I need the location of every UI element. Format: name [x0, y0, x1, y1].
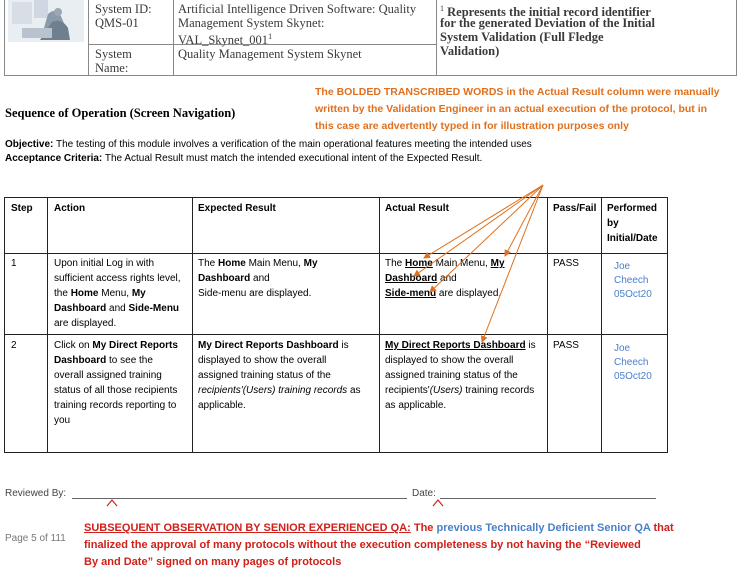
row1-performed-l2: Cheech: [614, 275, 649, 286]
doc-id-text: VAL_Skynet_001: [178, 33, 269, 48]
t: My: [303, 258, 318, 269]
footnote-sup: 1: [440, 4, 444, 13]
row2-actual-l5: as applicable.: [385, 400, 447, 411]
row2-actual-l3: assigned training status of the: [385, 370, 518, 381]
qa-observation: [84, 520, 674, 571]
footnote-line1-text: Represents the initial record identifier: [447, 5, 651, 20]
system-name-label-2: Name:: [95, 61, 129, 75]
row2-expected-l3: assigned training status of the: [198, 370, 331, 381]
col-header-step: Step: [11, 203, 33, 214]
t: Menu,: [98, 288, 132, 299]
doc-id-sup: 1: [268, 32, 273, 41]
t: Side-Menu: [128, 303, 180, 314]
t: My Direct Reports Dashboard: [385, 340, 526, 351]
row1-action-l2: sufficient access rights level,: [54, 273, 181, 284]
row2-action-l3: overall assigned training: [54, 370, 162, 381]
system-id-label: System ID:: [95, 2, 152, 16]
t: to see the: [106, 355, 153, 366]
col-header-expected: Expected Result: [198, 203, 276, 214]
row1-passfail: PASS: [553, 258, 579, 269]
page-number: Page 5 of 111: [5, 533, 66, 544]
row2-performed-l1: Joe: [614, 343, 631, 354]
arrow-to-home: [424, 185, 543, 258]
date-line: [440, 498, 656, 499]
arrow-to-dashboard: [414, 185, 543, 276]
row1-performed-l1: Joe: [614, 261, 631, 272]
t: is: [525, 340, 536, 351]
t: Dashboard: [385, 273, 438, 284]
annotation-line3: this case are advertently typed in for illustration purposes only: [315, 120, 629, 132]
t: My Direct Reports: [92, 340, 178, 351]
footnote-line4: Validation): [440, 44, 500, 58]
col-header-actual: Actual Result: [385, 203, 449, 214]
date-caret-icon: [433, 500, 443, 506]
acceptance-text: The Actual Result must match the intended executional intent of the Expected Result.: [104, 153, 483, 164]
t: Dashboard: [54, 355, 107, 366]
t: (Users): [429, 385, 463, 396]
t: My: [131, 288, 146, 299]
qa-observation-line2: finalized the approval of many protocols without the execution completeness by not having the “Reviewed: [84, 539, 641, 551]
t: Dashboard: [54, 303, 107, 314]
row2-action-l6: you: [54, 415, 71, 426]
t: are displayed.: [436, 288, 502, 299]
qa-observation-line3: By and Date” signed on many pages of protocols: [84, 556, 342, 568]
arrow-to-direct-reports: [482, 185, 543, 342]
t: My Direct Reports Dashboard: [198, 340, 339, 351]
col-header-performed-1: Performed: [607, 203, 658, 214]
row2-expected-l2: displayed to show the overall: [198, 355, 327, 366]
t: Click on: [54, 340, 93, 351]
footnote-line2: for the generated Deviation of the Initial: [440, 16, 656, 30]
t: Home: [405, 258, 433, 269]
reviewed-by-line: [72, 498, 407, 499]
t: and: [437, 273, 457, 284]
arrow-to-my: [505, 185, 543, 256]
t: is: [338, 340, 349, 351]
qa-observation-line1: [84, 520, 674, 537]
system-name-value: Quality Management System Skynet: [178, 47, 362, 61]
row1-expected-l3: Side-menu are displayed.: [198, 288, 312, 299]
row2-performed-l2: Cheech: [614, 357, 649, 368]
row2-step: 2: [11, 340, 17, 351]
col-header-performed-2: by: [607, 218, 619, 229]
reviewed-by-label: Reviewed By:: [5, 488, 67, 499]
qa-observation-label: SUBSEQUENT OBSERVATION BY SENIOR EXPERIENCED QA:: [84, 522, 411, 534]
objective-label: Objective:: [5, 139, 54, 150]
t: Home: [218, 258, 246, 269]
acceptance-label: Acceptance Criteria:: [5, 153, 103, 164]
annotation-line2: written by the Validation Engineer in an actual execution of the protocol, but in: [315, 103, 708, 115]
col-header-performed-3: Initial/Date: [607, 233, 658, 244]
row1-performed-l3: 05Oct20: [614, 289, 652, 300]
row2-action-l4: status of all those recipients: [54, 385, 178, 396]
system-name-label-1: System: [95, 47, 132, 61]
t: The: [385, 258, 406, 269]
col-header-action: Action: [54, 203, 86, 214]
row2-actual-l2: displayed to show the overall: [385, 355, 514, 366]
row1-action-l1: Upon initial Log in with: [54, 258, 155, 269]
t: Dashboard: [198, 273, 251, 284]
t: Side-menu: [385, 288, 437, 299]
reviewed-caret-icon: [107, 500, 117, 506]
t: My: [490, 258, 505, 269]
t: recipients': [385, 385, 430, 396]
row1-action-l5: are displayed.: [54, 318, 117, 329]
t: The: [410, 522, 437, 534]
t: that: [650, 522, 674, 534]
row1-step: 1: [11, 258, 17, 269]
footnote-line3: System Validation (Full Fledge: [440, 30, 604, 44]
t: and: [250, 273, 270, 284]
doc-title-line2: Management System Skynet:: [178, 16, 325, 30]
t: the: [54, 288, 71, 299]
t: training records: [462, 385, 535, 396]
system-id-value: QMS-01: [95, 16, 139, 30]
t: and: [106, 303, 129, 314]
section-title: Sequence of Operation (Screen Navigation): [5, 106, 236, 120]
doc-title-line1: Artificial Intelligence Driven Software: Quality: [178, 2, 417, 16]
qa-observation-highlight: previous Technically Deficient Senior QA: [436, 522, 651, 534]
row2-passfail: PASS: [553, 340, 579, 351]
arrow-to-side-menu: [430, 185, 543, 292]
t: The: [198, 258, 219, 269]
t: recipients'(Users) training records: [198, 385, 348, 396]
annotation-line1: The BOLDED TRANSCRIBED WORDS in the Actual Result column were manually: [315, 86, 720, 98]
row2-expected-l5: applicable.: [198, 400, 246, 411]
t: Main Menu,: [432, 258, 491, 269]
t: Home: [70, 288, 99, 299]
objective-text: The testing of this module involves a verification of the main operational features meeting the intended uses: [55, 139, 532, 150]
date-label: Date:: [412, 488, 436, 499]
row2-performed-l3: 05Oct20: [614, 371, 652, 382]
t: as: [347, 385, 361, 396]
col-header-passfail: Pass/Fail: [553, 203, 597, 214]
row2-action-l5: training records reporting to: [54, 400, 177, 411]
t: Main Menu,: [245, 258, 304, 269]
